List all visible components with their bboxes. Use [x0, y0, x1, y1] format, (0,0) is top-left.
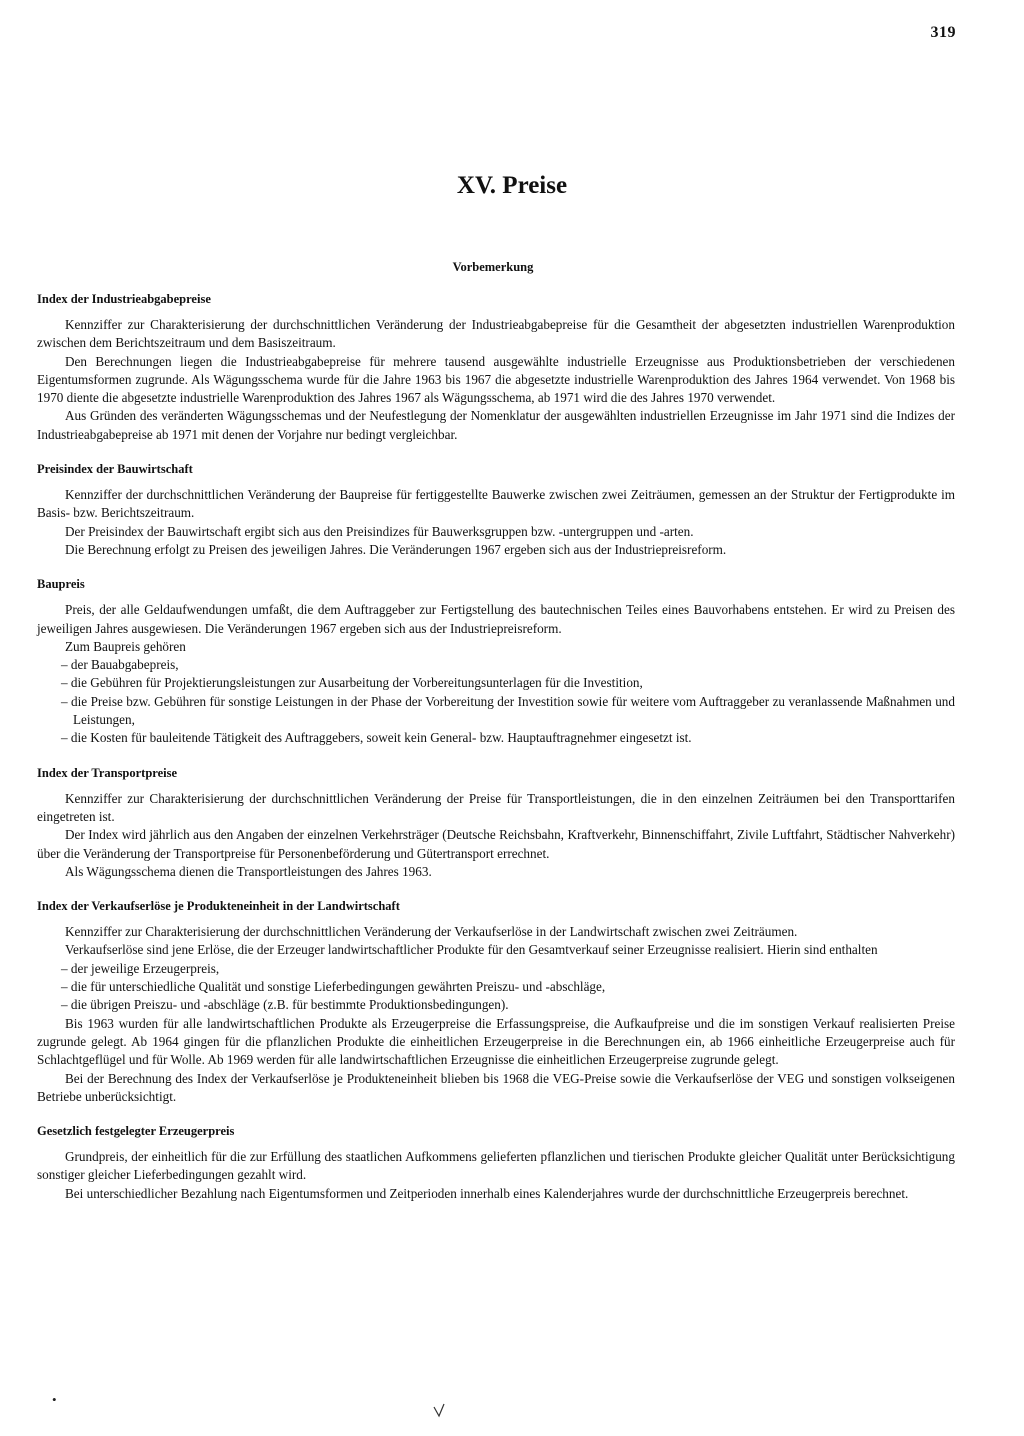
paragraph: Den Berechnungen liegen die Industrieabgabepreise für mehrere tausend ausgewählte industrielle Erzeugnisse aus Produktionsbetrieben der verschiedenen Eigentumsformen zugrunde. Als Wägungsschema wurde für die Jahre 1963 bis 1967 die abgesetzte industrielle Warenproduktion des Jahres 1964 verwendet. Von 1968 bis 1970 diente die abgesetzte industrielle Warenproduktion des Jahres 1967 als Wägungsschema, ab 1971 wird die des Jahres 1970 verwendet. [37, 353, 955, 406]
section-erzeugerpreis [37, 1122, 955, 1203]
dash-list [37, 656, 955, 747]
list-item: – der jeweilige Erzeugerpreis, [61, 960, 955, 978]
paragraph: Bis 1963 wurden für alle landwirtschaftlichen Produkte als Erzeugerpreise die Erfassungspreise, die Aufkaufpreise und die im sonstigen Verkauf realisierten Preise zugrunde gelegt. Ab 1964 gingen für die pflanzlichen Produkte die einheitlichen Erzeugerpreise in die Berechnungen ein, ab 1966 einheitliche Erzeugerpreise auch für Schlachtgeflügel und für Wolle. Ab 1969 werden für alle landwirtschaftlichen Erzeugnisse die einheitlichen Erzeugerpreise zugrunde gelegt. [37, 1015, 955, 1068]
section-heading: Preisindex der Bauwirtschaft [37, 462, 193, 477]
list-item: – die Kosten für bauleitende Tätigkeit des Auftraggebers, soweit kein General- bzw. Hauptauftragnehmer eingesetzt ist. [61, 729, 955, 747]
list-item: – die übrigen Preiszu- und -abschläge (z.B. für bestimmte Produktionsbedingungen). [61, 996, 955, 1014]
paragraph: Kennziffer der durchschnittlichen Veränderung der Baupreise für fertiggestellte Bauwerke zwischen zwei Zeiträumen, gemessen an der Struktur der Fertigprodukte im Basis- bzw. Berichtszeitraum. [37, 487, 955, 521]
section-preisindex-bauwirtschaft [37, 460, 955, 559]
chapter-title: XV. Preise [456, 172, 568, 199]
paragraph: Kennziffer zur Charakterisierung der durchschnittlichen Veränderung der Preise für Transportleistungen, die in den einzelnen Zeiträumen bei den Transporttarifen eingetreten ist. [37, 790, 955, 824]
dash-list [37, 960, 955, 1015]
preface-title: Vorbemerkung [452, 260, 534, 274]
section-heading: Index der Verkaufserlöse je Produkteneinheit in der Landwirtschaft [37, 899, 400, 914]
paragraph: Die Berechnung erfolgt zu Preisen des jeweiligen Jahres. Die Veränderungen 1967 ergeben sich aus der Industriepreisreform. [65, 541, 727, 557]
list-item: – die Gebühren für Projektierungsleistungen zur Ausarbeitung der Vorbereitungsunterlagen für die Investition, [61, 674, 955, 692]
paragraph: Der Index wird jährlich aus den Angaben der einzelnen Verkehrsträger (Deutsche Reichsbahn, Kraftverkehr, Binnenschiffahrt, Zivile Luftfahrt, Städtischer Nahverkehr) über die Veränderung der Transportpreise für Personenbeförderung und Gütertransport errechnet. [37, 827, 955, 861]
paragraph: Bei der Berechnung des Index der Verkaufserlöse je Produkteneinheit blieben bis 1968 die VEG-Preise sowie die Verkaufserlöse der VEG und sonstigen volkseigenen Betriebe unberücksichtigt. [37, 1070, 955, 1104]
list-item: – der Bauabgabepreis, [61, 656, 955, 674]
list-item: – die für unterschiedliche Qualität und sonstige Lieferbedingungen gewährten Preiszu- und -abschläge, [61, 978, 955, 996]
list-item: – die Preise bzw. Gebühren für sonstige Leistungen in der Phase der Vorbereitung der Investition sowie für weitere vom Auftraggeber zu veranlassende Maßnahmen und Leistungen, [61, 693, 955, 730]
section-baupreis [37, 575, 955, 747]
paragraph: Preis, der alle Geldaufwendungen umfaßt, die dem Auftraggeber zur Fertigstellung des bautechnischen Teiles eines Bauvorhabens entstehen. Er wird zu Preisen des jeweiligen Jahres ausgewiesen. Die Veränderungen 1967 ergeben sich aus der Industriepreisreform. [37, 602, 955, 636]
section-verkaufserloese [37, 897, 955, 1106]
section-heading: Baupreis [37, 577, 85, 592]
paragraph: Kennziffer zur Charakterisierung der durchschnittlichen Veränderung der Verkaufserlöse in der Landwirtschaft zwischen zwei Zeiträumen. [65, 924, 798, 940]
document-body [37, 290, 955, 1203]
scan-dot-mark: • [52, 1392, 57, 1407]
section-industrieabgabepreise [37, 290, 955, 444]
section-transportpreise [37, 764, 955, 881]
section-heading: Index der Transportpreise [37, 765, 178, 780]
paragraph: Zum Baupreis gehören [65, 638, 186, 654]
paragraph: Als Wägungsschema dienen die Transportleistungen des Jahres 1963. [65, 863, 432, 879]
paragraph: Bei unterschiedlicher Bezahlung nach Eigentumsformen und Zeitperioden innerhalb eines Kalenderjahres wurde der durchschnittliche Erzeugerpreis berechnet. [65, 1185, 909, 1201]
paragraph: Kennziffer zur Charakterisierung der durchschnittlichen Veränderung der Industrieabgabepreise für die Gesamtheit der abgesetzten industriellen Warenproduktion zwischen dem Berichtszeitraum und dem Basiszeitraum. [37, 317, 955, 351]
paragraph: Aus Gründen des veränderten Wägungsschemas und der Neufestlegung der Nomenklatur der ausgewählten industriellen Erzeugnisse im Jahr 1971 sind die Indizes der Industrieabgabepreise ab 1971 mit denen der Vorjahre nur bedingt vergleichbar. [37, 408, 955, 442]
check-mark-icon [432, 1402, 448, 1418]
paragraph: Der Preisindex der Bauwirtschaft ergibt sich aus den Preisindizes für Bauwerksgruppen bzw. -untergruppen und -arten. [65, 523, 694, 539]
section-heading: Gesetzlich festgelegter Erzeugerpreis [37, 1124, 235, 1139]
paragraph: Verkaufserlöse sind jene Erlöse, die der Erzeuger landwirtschaftlicher Produkte für den Gesamtverkauf seiner Erzeugnisse realisiert. Hierin sind enthalten [65, 942, 878, 958]
page-number: 319 [930, 24, 956, 41]
paragraph: Grundpreis, der einheitlich für die zur Erfüllung des staatlichen Aufkommens gelieferten pflanzlichen und tierischen Produkte gleicher Qualität unter Berücksichtigung sonstiger gleicher Lieferbedingungen gezahlt wird. [37, 1149, 955, 1183]
section-heading: Index der Industrieabgabepreise [37, 292, 211, 306]
